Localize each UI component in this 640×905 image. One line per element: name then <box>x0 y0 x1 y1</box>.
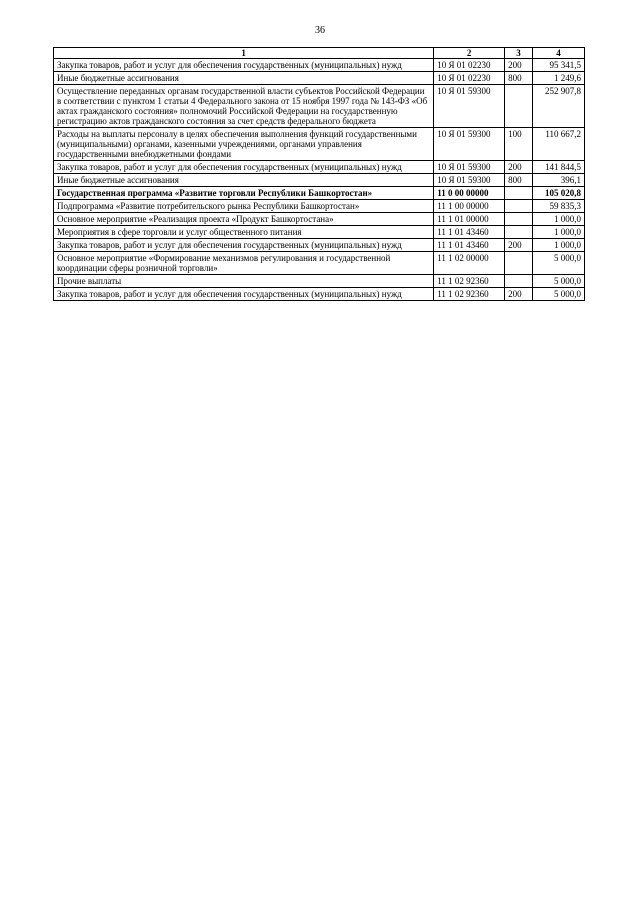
row-code-cell: 10 Я 01 02230 <box>434 72 505 85</box>
row-vr-cell <box>505 226 533 239</box>
table-row <box>54 161 585 174</box>
row-sum-cell: 252 907,8 <box>533 85 585 128</box>
row-code-cell: 10 Я 01 59300 <box>434 128 505 161</box>
row-name-cell: Закупка товаров, работ и услуг для обеспечения государственных (муниципальных) нужд <box>54 288 434 301</box>
row-name-cell: Иные бюджетные ассигнования <box>54 174 434 187</box>
row-code-cell: 11 1 01 00000 <box>434 213 505 226</box>
row-name-cell: Расходы на выплаты персоналу в целях обеспечения выполнения функций государственными (муниципальными) органами, казенными учреждениями, органами управления государственными внебюджетными фондами <box>54 128 434 161</box>
table-row <box>54 85 585 128</box>
row-sum-cell: 105 020,8 <box>533 187 585 200</box>
row-code-cell: 11 0 00 00000 <box>434 187 505 200</box>
row-vr-cell: 800 <box>505 174 533 187</box>
row-name-cell: Закупка товаров, работ и услуг для обеспечения государственных (муниципальных) нужд <box>54 161 434 174</box>
table-row <box>54 59 585 72</box>
table-row <box>54 174 585 187</box>
row-vr-cell: 200 <box>505 239 533 252</box>
row-sum-cell: 95 341,5 <box>533 59 585 72</box>
row-sum-cell: 1 000,0 <box>533 239 585 252</box>
row-sum-cell: 110 667,2 <box>533 128 585 161</box>
header-col-2: 2 <box>434 48 505 59</box>
table-row <box>54 275 585 288</box>
row-vr-cell: 200 <box>505 59 533 72</box>
row-vr-cell: 800 <box>505 72 533 85</box>
row-sum-cell: 141 844,5 <box>533 161 585 174</box>
row-name-cell: Основное мероприятие «Формирование механизмов регулирования и государственной координации сферы розничной торговли» <box>54 252 434 275</box>
row-vr-cell: 200 <box>505 288 533 301</box>
row-code-cell: 10 Я 01 59300 <box>434 161 505 174</box>
row-name-cell: Прочие выплаты <box>54 275 434 288</box>
row-sum-cell: 1 000,0 <box>533 226 585 239</box>
row-code-cell: 11 1 02 00000 <box>434 252 505 275</box>
budget-table <box>53 47 585 301</box>
table-row <box>54 252 585 275</box>
row-name-cell: Мероприятия в сфере торговли и услуг общественного питания <box>54 226 434 239</box>
table-row <box>54 187 585 200</box>
row-name-cell: Государственная программа «Развитие торговли Республики Башкортостан» <box>54 187 434 200</box>
row-code-cell: 11 1 01 43460 <box>434 226 505 239</box>
row-vr-cell <box>505 275 533 288</box>
row-sum-cell: 5 000,0 <box>533 288 585 301</box>
header-col-4: 4 <box>533 48 585 59</box>
table-row <box>54 288 585 301</box>
row-sum-cell: 1 000,0 <box>533 213 585 226</box>
row-code-cell: 10 Я 01 59300 <box>434 174 505 187</box>
row-vr-cell <box>505 187 533 200</box>
table-row <box>54 200 585 213</box>
row-code-cell: 11 1 00 00000 <box>434 200 505 213</box>
table-row <box>54 128 585 161</box>
header-col-1: 1 <box>54 48 434 59</box>
row-vr-cell: 100 <box>505 128 533 161</box>
row-name-cell: Осуществление переданных органам государственной власти субъектов Российской Федерации в соответствии с пунктом 1 статьи 4 Федерального закона от 15 ноября 1997 года № 143-ФЗ «Об актах гражданского состояния» полномочий Российской Федерации на государственную регистрацию актов гражданского состояния за счет средств федерального бюджета <box>54 85 434 128</box>
row-code-cell: 11 1 02 92360 <box>434 275 505 288</box>
row-vr-cell <box>505 200 533 213</box>
row-code-cell: 11 1 01 43460 <box>434 239 505 252</box>
row-sum-cell: 5 000,0 <box>533 275 585 288</box>
row-sum-cell: 1 249,6 <box>533 72 585 85</box>
row-code-cell: 11 1 02 92360 <box>434 288 505 301</box>
row-name-cell: Иные бюджетные ассигнования <box>54 72 434 85</box>
row-code-cell: 10 Я 01 02230 <box>434 59 505 72</box>
row-vr-cell <box>505 252 533 275</box>
row-code-cell: 10 Я 01 59300 <box>434 85 505 128</box>
row-name-cell: Закупка товаров, работ и услуг для обеспечения государственных (муниципальных) нужд <box>54 239 434 252</box>
row-sum-cell: 396,1 <box>533 174 585 187</box>
row-vr-cell <box>505 213 533 226</box>
row-name-cell: Основное мероприятие «Реализация проекта «Продукт Башкортостана» <box>54 213 434 226</box>
row-name-cell: Подпрограмма «Развитие потребительского рынка Республики Башкортостан» <box>54 200 434 213</box>
row-vr-cell <box>505 85 533 128</box>
table-row <box>54 226 585 239</box>
row-sum-cell: 59 835,3 <box>533 200 585 213</box>
table-row <box>54 239 585 252</box>
row-sum-cell: 5 000,0 <box>533 252 585 275</box>
table-header-row <box>54 48 585 59</box>
row-name-cell: Закупка товаров, работ и услуг для обеспечения государственных (муниципальных) нужд <box>54 59 434 72</box>
row-vr-cell: 200 <box>505 161 533 174</box>
table-row <box>54 213 585 226</box>
page-number: 36 <box>315 25 325 36</box>
header-col-3: 3 <box>505 48 533 59</box>
table-row <box>54 72 585 85</box>
